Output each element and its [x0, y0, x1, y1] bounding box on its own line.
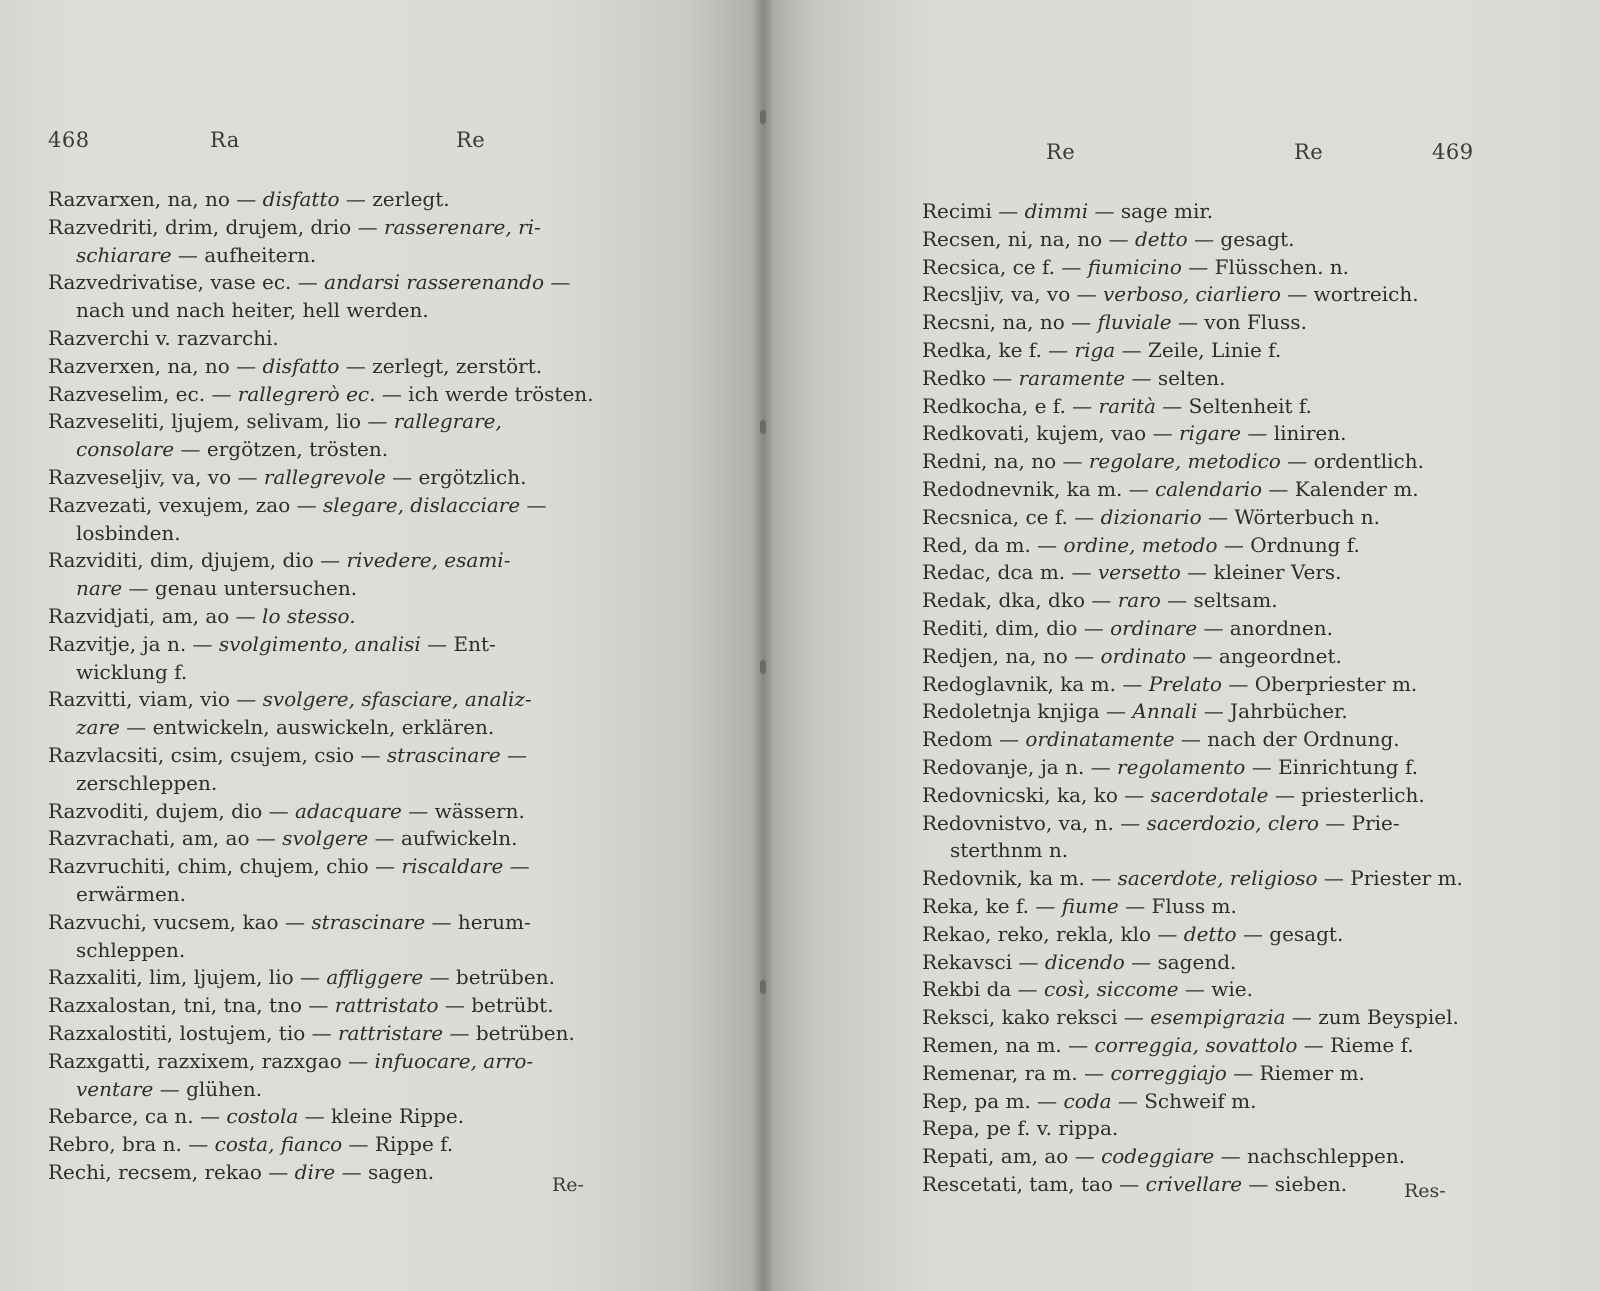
german-gloss: — sieben. — [1242, 1171, 1348, 1196]
binding-stitch — [760, 420, 766, 434]
running-head-left-a: Ra — [210, 128, 240, 152]
german-gloss: — ordentlich. — [1280, 449, 1424, 474]
dictionary-line — [48, 547, 628, 575]
german-gloss: — liniren. — [1241, 421, 1347, 446]
entry-headword: Redni, na, no — — [922, 449, 1089, 474]
entry-headword: Redko — — [922, 365, 1019, 390]
italian-gloss: strascinare — [311, 909, 426, 934]
entry-headword: Razvezati, vexujem, zao — — [48, 492, 323, 517]
entry-headword: Razvrachati, am, ao — — [48, 826, 283, 851]
dictionary-line — [48, 186, 628, 214]
entry-headword: Razveseljiv, va, vo — — [48, 464, 264, 489]
italian-gloss: correggiajo — [1110, 1060, 1227, 1085]
german-gloss: — Rippe f. — [342, 1132, 454, 1157]
entry-headword: Rebro, bra n. — — [48, 1132, 215, 1157]
dictionary-line — [48, 575, 628, 603]
german-gloss: — — [520, 492, 547, 517]
entry-headword: Recimi — — [922, 199, 1025, 223]
dictionary-line — [48, 798, 628, 826]
dictionary-line — [48, 631, 628, 659]
entry-headword: Remenar, ra m. — — [922, 1060, 1111, 1085]
italian-gloss: disfatto — [262, 353, 340, 378]
italian-gloss: riscaldare — [401, 854, 504, 879]
italian-gloss: dimmi — [1024, 199, 1089, 223]
entry-headword: sterthnm n. — [950, 838, 1069, 863]
entry-headword: Redom — — [922, 727, 1026, 752]
italian-gloss: rallegrevole — [263, 464, 386, 489]
italian-gloss: svolgere — [282, 826, 369, 851]
italian-gloss: sacerdotale — [1150, 782, 1269, 807]
german-gloss: — aufheitern. — [171, 242, 317, 267]
german-gloss: — Schweif m. — [1111, 1088, 1257, 1113]
dictionary-line — [48, 881, 628, 909]
entry-headword: Redkocha, e f. — — [922, 393, 1099, 418]
dictionary-line — [922, 949, 1512, 977]
entry-headword: Razxgatti, razxixem, razxgao — — [48, 1048, 375, 1073]
running-head-right-b: Re — [1294, 140, 1324, 164]
italian-gloss: fiumicino — [1087, 254, 1182, 279]
italian-gloss: slegare, dislacciare — [322, 492, 521, 517]
dictionary-line — [922, 448, 1512, 476]
entry-headword: Red, da m. — — [922, 532, 1064, 557]
italian-gloss: svolgimento, analisi — [218, 631, 421, 656]
dictionary-line — [922, 420, 1512, 448]
dictionary-line — [922, 281, 1512, 309]
entry-headword: Razviditi, dim, djujem, dio — — [48, 548, 347, 573]
book-gutter — [752, 0, 774, 1291]
italian-gloss: Annali — [1132, 699, 1198, 724]
german-gloss: — Fluss m. — [1118, 893, 1237, 918]
entry-headword: Redoglavnik, ka m. — — [922, 671, 1149, 696]
german-gloss: — kleiner Vers. — [1180, 560, 1342, 585]
german-gloss: — sagend. — [1124, 949, 1237, 974]
german-gloss: — Flüsschen. n. — [1181, 254, 1350, 279]
german-gloss: — Ordnung f. — [1217, 532, 1360, 557]
italian-gloss: esempigrazia — [1150, 1005, 1286, 1030]
german-gloss: — — [544, 270, 571, 295]
german-gloss: — genau untersuchen. — [122, 576, 358, 601]
entry-headword: Razvarxen, na, no — — [48, 187, 263, 211]
dictionary-line — [48, 1020, 628, 1048]
binding-stitch — [760, 110, 766, 124]
german-gloss: — gesagt. — [1236, 921, 1344, 946]
italian-gloss: calendario — [1155, 476, 1263, 501]
italian-gloss: ventare — [76, 1076, 154, 1101]
italian-gloss: affliggere — [326, 965, 424, 990]
entry-headword: Razverchi v. razvarchi. — [48, 325, 279, 350]
german-gloss: — Riemer m. — [1226, 1060, 1365, 1085]
entry-headword: Redovnik, ka m. — — [922, 866, 1118, 891]
entry-headword: Recsljiv, va, vo — — [922, 282, 1103, 307]
german-gloss: — entwickeln, auswickeln, erklären. — [119, 715, 495, 740]
german-gloss: — Oberpriester m. — [1221, 671, 1418, 696]
entry-headword: Razvuchi, vucsem, kao — — [48, 909, 312, 934]
italian-gloss: raramente — [1018, 365, 1126, 390]
italian-gloss: fluviale — [1097, 310, 1172, 335]
dictionary-line — [48, 214, 628, 242]
dictionary-line — [48, 242, 628, 270]
italian-gloss: rattristare — [338, 1020, 444, 1045]
entry-headword: Razvruchiti, chim, chujem, chio — — [48, 854, 402, 879]
entry-headword: nach und nach heiter, hell werden. — [76, 298, 429, 323]
italian-gloss: ordinato — [1100, 643, 1187, 668]
entry-headword: Razvoditi, dujem, dio — — [48, 798, 296, 823]
entry-headword: Rechi, recsem, rekao — — [48, 1159, 295, 1184]
left-page — [0, 0, 764, 1291]
italian-gloss: lo stesso. — [262, 603, 356, 628]
german-gloss: — zerlegt. — [339, 187, 450, 211]
german-gloss: — Priester m. — [1317, 866, 1463, 891]
german-gloss: — Zeile, Linie f. — [1115, 337, 1282, 362]
italian-gloss: dire — [294, 1159, 336, 1184]
dictionary-line — [922, 1032, 1512, 1060]
entry-headword: erwärmen. — [76, 881, 187, 906]
dictionary-line — [48, 408, 628, 436]
german-gloss: — glühen. — [153, 1076, 263, 1101]
dictionary-line — [48, 1131, 628, 1159]
italian-gloss: verboso, ciarliero — [1103, 282, 1281, 307]
entry-headword: Recsica, ce f. — — [922, 254, 1088, 279]
italian-gloss: ordinare — [1110, 615, 1198, 640]
dictionary-line — [48, 909, 628, 937]
german-gloss: — nachschleppen. — [1214, 1144, 1406, 1169]
entry-headword: Repati, am, ao — — [922, 1144, 1102, 1169]
dictionary-line — [48, 992, 628, 1020]
german-gloss: — — [500, 742, 528, 767]
german-gloss: — betrüben. — [443, 1020, 575, 1045]
entry-headword: Redoletnja knjiga — — [922, 699, 1133, 724]
italian-gloss: sacerdozio, clero — [1146, 810, 1319, 835]
entry-headword: Recsnica, ce f. — — [922, 504, 1101, 529]
left-entry-list — [48, 186, 628, 1187]
italian-gloss: raro — [1117, 588, 1161, 613]
dictionary-line — [922, 1115, 1512, 1143]
german-gloss: — anordnen. — [1197, 615, 1333, 640]
dictionary-line — [48, 325, 628, 353]
dictionary-line — [922, 865, 1512, 893]
italian-gloss: dicendo — [1044, 949, 1125, 974]
page-number-left: 468 — [48, 128, 90, 152]
italian-gloss: dizionario — [1100, 504, 1202, 529]
german-gloss: — angeordnet. — [1186, 643, 1342, 668]
binding-stitch — [760, 980, 766, 994]
dictionary-line — [922, 976, 1512, 1004]
dictionary-line — [48, 1076, 628, 1104]
german-gloss: — kleine Rippe. — [298, 1104, 465, 1129]
entry-headword: zerschleppen. — [76, 770, 218, 795]
dictionary-line — [48, 297, 628, 325]
page-number-right: 469 — [1432, 140, 1474, 164]
dictionary-line — [48, 742, 628, 770]
italian-gloss: rigare — [1178, 421, 1242, 446]
italian-gloss: rarità — [1098, 393, 1156, 418]
dictionary-line — [922, 1060, 1512, 1088]
entry-headword: Razxaliti, lim, ljujem, lio — — [48, 965, 327, 990]
entry-headword: Rescetati, tam, tao — — [922, 1171, 1146, 1196]
dictionary-line — [922, 754, 1512, 782]
dictionary-line — [48, 353, 628, 381]
italian-gloss: detto — [1134, 226, 1188, 251]
italian-gloss: rallegrerò ec. — [237, 381, 376, 406]
italian-gloss: coda — [1063, 1088, 1112, 1113]
german-gloss: — Rieme f. — [1297, 1032, 1414, 1057]
entry-headword: Rekavsci — — [922, 949, 1045, 974]
entry-headword: Redovnistvo, va, n. — — [922, 810, 1147, 835]
dictionary-line — [922, 893, 1512, 921]
italian-gloss: codeggiare — [1101, 1144, 1215, 1169]
italian-gloss: rivedere, esami- — [346, 548, 511, 573]
binding-stitch — [760, 660, 766, 674]
dictionary-line — [922, 698, 1512, 726]
entry-headword: Razvitje, ja n. — — [48, 631, 219, 656]
entry-headword: Razvedriti, drim, drujem, drio — — [48, 214, 384, 239]
entry-headword: Recsni, na, no — — [922, 310, 1098, 335]
italian-gloss: regolamento — [1117, 754, 1246, 779]
italian-gloss: fiume — [1061, 893, 1119, 918]
italian-gloss: detto — [1183, 921, 1237, 946]
german-gloss: — betrüben. — [423, 965, 555, 990]
entry-headword: Razxalostiti, lostujem, tio — — [48, 1020, 338, 1045]
dictionary-line — [48, 520, 628, 548]
entry-headword: Redovanje, ja n. — — [922, 754, 1118, 779]
dictionary-line — [48, 381, 628, 409]
dictionary-line — [922, 671, 1512, 699]
italian-gloss: adacquare — [295, 798, 402, 823]
entry-headword: losbinden. — [76, 520, 181, 545]
italian-gloss: costola — [226, 1104, 299, 1129]
italian-gloss: rattristato — [334, 993, 439, 1018]
entry-headword: Razvitti, viam, vio — — [48, 687, 263, 712]
entry-headword: Remen, na m. — — [922, 1032, 1095, 1057]
entry-headword: Rebarce, ca n. — — [48, 1104, 227, 1129]
entry-headword: Reksci, kako reksci — — [922, 1005, 1151, 1030]
entry-headword: Redac, dca m. — — [922, 560, 1098, 585]
dictionary-line — [922, 476, 1512, 504]
german-gloss: — Seltenheit f. — [1155, 393, 1312, 418]
dictionary-line — [48, 1048, 628, 1076]
entry-headword: Razveselim, ec. — — [48, 381, 238, 406]
entry-headword: Rediti, dim, dio — — [922, 615, 1111, 640]
dictionary-line — [48, 603, 628, 631]
german-gloss: — Jahrbücher. — [1197, 699, 1348, 724]
entry-headword: Reka, ke f. — — [922, 893, 1062, 918]
entry-headword: Razverxen, na, no — — [48, 353, 263, 378]
entry-headword: Redovnicski, ka, ko — — [922, 782, 1151, 807]
entry-headword: Rekbi da — — [922, 977, 1045, 1002]
dictionary-line — [922, 337, 1512, 365]
dictionary-line — [48, 686, 628, 714]
dictionary-line — [922, 1143, 1512, 1171]
entry-headword: Rekao, reko, rekla, klo — — [922, 921, 1184, 946]
dictionary-line — [922, 365, 1512, 393]
italian-gloss: regolare, metodico — [1088, 449, 1281, 474]
dictionary-line — [922, 643, 1512, 671]
dictionary-line — [922, 393, 1512, 421]
german-gloss: — ich werde trösten. — [375, 381, 594, 406]
german-gloss: — aufwickeln. — [368, 826, 518, 851]
italian-gloss: ordine, metodo — [1063, 532, 1218, 557]
dictionary-line — [922, 615, 1512, 643]
dictionary-line — [48, 492, 628, 520]
italian-gloss: rallegrare, — [393, 409, 502, 434]
italian-gloss: versetto — [1097, 560, 1181, 585]
italian-gloss: correggia, sovattolo — [1094, 1032, 1298, 1057]
right-entry-list — [922, 198, 1512, 1199]
entry-headword: Razvidjati, am, ao — — [48, 603, 263, 628]
german-gloss: — nach der Ordnung. — [1174, 727, 1400, 752]
italian-gloss: strascinare — [386, 742, 501, 767]
entry-headword: Razvedrivatise, vase ec. — — [48, 270, 325, 295]
german-gloss: — wie. — [1178, 977, 1253, 1002]
german-gloss: — Kalender m. — [1262, 476, 1419, 501]
italian-gloss: così, siccome — [1044, 977, 1179, 1002]
entry-headword: Redodnevnik, ka m. — — [922, 476, 1156, 501]
catchword-left: Re- — [552, 1174, 584, 1196]
entry-headword: Redkovati, kujem, vao — — [922, 421, 1179, 446]
german-gloss: — sagen. — [335, 1159, 435, 1184]
italian-gloss: svolgere, sfasciare, analiz- — [262, 687, 532, 712]
dictionary-line — [922, 254, 1512, 282]
german-gloss: — ergötzen, trösten. — [174, 437, 389, 462]
entry-headword: Razveseliti, ljujem, selivam, lio — — [48, 409, 394, 434]
german-gloss: — Wörterbuch n. — [1201, 504, 1380, 529]
entry-headword: Redak, dka, dko — — [922, 588, 1118, 613]
running-head-right-a: Re — [1046, 140, 1076, 164]
dictionary-line — [922, 810, 1512, 838]
german-gloss: — von Fluss. — [1171, 310, 1307, 335]
italian-gloss: sacerdote, religioso — [1117, 866, 1318, 891]
german-gloss: — herum- — [425, 909, 531, 934]
dictionary-line — [922, 504, 1512, 532]
german-gloss: — Einrichtung f. — [1245, 754, 1418, 779]
dictionary-line — [48, 269, 628, 297]
german-gloss: — Ent- — [420, 631, 496, 656]
italian-gloss: andarsi rasserenando — [324, 270, 545, 295]
dictionary-line — [922, 837, 1512, 865]
italian-gloss: schiarare — [76, 242, 172, 267]
catchword-right: Res- — [1404, 1180, 1446, 1202]
dictionary-line — [48, 770, 628, 798]
italian-gloss: riga — [1074, 337, 1116, 362]
dictionary-line — [48, 714, 628, 742]
italian-gloss: consolare — [76, 437, 175, 462]
german-gloss: — wässern. — [401, 798, 525, 823]
dictionary-line — [48, 964, 628, 992]
entry-headword: schleppen. — [76, 937, 186, 962]
german-gloss: — gesagt. — [1187, 226, 1295, 251]
dictionary-line — [48, 853, 628, 881]
german-gloss: — Prie- — [1318, 810, 1400, 835]
italian-gloss: infuocare, arro- — [374, 1048, 534, 1073]
dictionary-line — [48, 659, 628, 687]
italian-gloss: nare — [76, 576, 123, 601]
dictionary-line — [922, 532, 1512, 560]
italian-gloss: crivellare — [1145, 1171, 1243, 1196]
german-gloss: — zerlegt, zerstört. — [339, 353, 543, 378]
dictionary-line — [48, 1159, 628, 1187]
entry-headword: wicklung f. — [76, 659, 188, 684]
italian-gloss: disfatto — [262, 187, 340, 211]
dictionary-line — [48, 1103, 628, 1131]
entry-headword: Redjen, na, no — — [922, 643, 1101, 668]
entry-headword: Razxalostan, tni, tna, tno — — [48, 993, 335, 1018]
italian-gloss: ordinatamente — [1025, 727, 1175, 752]
italian-gloss: costa, fianco — [214, 1132, 343, 1157]
entry-headword: Razvlacsiti, csim, csujem, csio — — [48, 742, 387, 767]
dictionary-line — [922, 726, 1512, 754]
dictionary-line — [48, 825, 628, 853]
german-gloss: — priesterlich. — [1268, 782, 1425, 807]
german-gloss: — — [503, 854, 530, 879]
dictionary-line — [48, 464, 628, 492]
german-gloss: — sage mir. — [1088, 199, 1214, 223]
dictionary-line — [922, 226, 1512, 254]
german-gloss: — selten. — [1125, 365, 1226, 390]
dictionary-line — [922, 921, 1512, 949]
dictionary-line — [48, 937, 628, 965]
dictionary-line — [922, 587, 1512, 615]
dictionary-line — [922, 309, 1512, 337]
dictionary-line — [922, 1088, 1512, 1116]
italian-gloss: Prelato — [1148, 671, 1222, 696]
dictionary-line — [922, 1004, 1512, 1032]
german-gloss: — ergötzlich. — [385, 464, 527, 489]
italian-gloss: zare — [76, 715, 120, 740]
entry-headword: Redka, ke f. — — [922, 337, 1075, 362]
dictionary-line — [922, 198, 1512, 226]
entry-headword: Rep, pa m. — — [922, 1088, 1064, 1113]
dictionary-line — [922, 1171, 1512, 1199]
dictionary-line — [922, 559, 1512, 587]
entry-headword: Repa, pe f. v. rippa. — [922, 1116, 1119, 1141]
german-gloss: — zum Beyspiel. — [1285, 1005, 1459, 1030]
entry-headword: Recsen, ni, na, no — — [922, 226, 1135, 251]
german-gloss: — wortreich. — [1280, 282, 1419, 307]
dictionary-line — [922, 782, 1512, 810]
dictionary-line — [48, 436, 628, 464]
running-head-left-b: Re — [456, 128, 486, 152]
german-gloss: — betrübt. — [438, 993, 554, 1018]
german-gloss: — seltsam. — [1160, 588, 1278, 613]
italian-gloss: rasserenare, ri- — [383, 214, 541, 239]
